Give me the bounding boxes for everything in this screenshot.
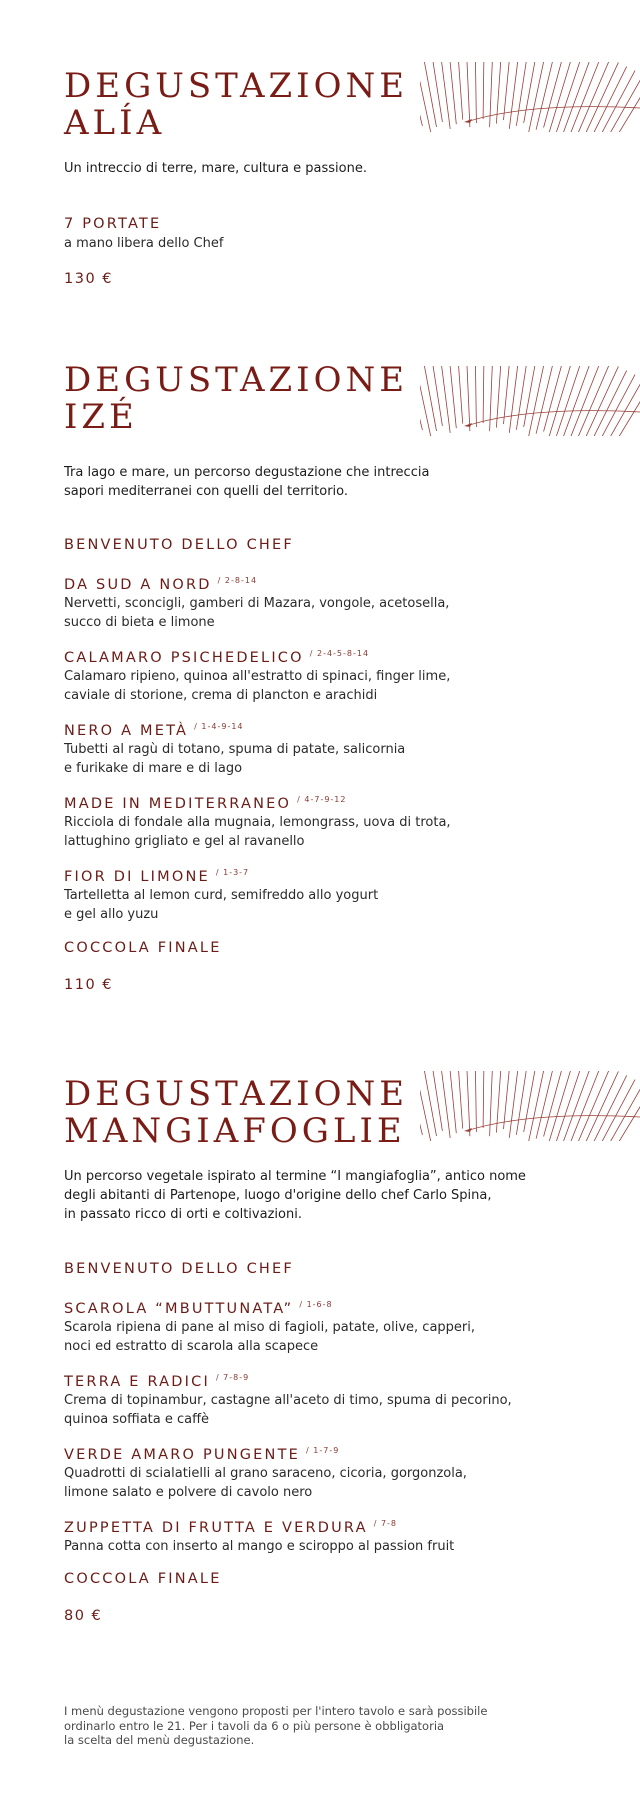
final-treat: COCCOLA FINALE <box>64 1571 222 1587</box>
course-name: ZUPPETTA DI FRUTTA E VERDURA <box>64 1520 368 1536</box>
allergen-codes: / 2-8-14 <box>217 575 258 585</box>
course-name: FIOR DI LIMONE <box>64 869 210 885</box>
title-line-1: DEGUSTAZIONE <box>64 360 409 400</box>
course-description: Panna cotta con inserto al mango e sciroppo al passion fruit <box>64 1539 455 1554</box>
course-description: Scarola ripiena di pane al miso di fagioli, patate, olive, capperi, noci ed estratto di scarola alla scapece <box>64 1320 475 1354</box>
course-item <box>64 1444 624 1502</box>
course-name: SCAROLA “MBUTTUNATA” <box>64 1301 294 1317</box>
course-item <box>64 866 624 924</box>
menu-intro: Un percorso vegetale ispirato al termine “I mangiafoglia”, antico nome degli abitanti di Partenope, luogo d'origine dello chef Carlo Spina, in passato ricco di orti e coltivazioni. <box>64 1169 526 1222</box>
course-name: NERO A METÀ <box>64 723 189 739</box>
menu-intro: Tra lago e mare, un percorso degustazione che intreccia sapori mediterranei con quelli del territorio. <box>64 465 430 499</box>
course-description: Quadrotti di scialatielli al grano saraceno, cicoria, gorgonzola, limone salato e polvere di cavolo nero <box>64 1466 467 1500</box>
courses-count: 7 PORTATE <box>64 216 162 232</box>
course-description: Crema di topinambur, castagne all'aceto di timo, spuma di pecorino, quinoa soffiata e caffè <box>64 1393 512 1427</box>
chef-welcome: BENVENUTO DELLO CHEF <box>64 1261 294 1277</box>
course-description: Calamaro ripieno, quinoa all'estratto di spinaci, finger lime, caviale di storione, crema di plancton e arachidi <box>64 669 451 703</box>
menu-price: 130 € <box>64 271 114 287</box>
menu-intro: Un intreccio di terre, mare, cultura e passione. <box>64 161 367 176</box>
course-item <box>64 647 624 705</box>
menu-price: 110 € <box>64 977 114 993</box>
allergen-codes: / 1-3-7 <box>215 867 250 877</box>
course-description: Tubetti al ragù di totano, spuma di patate, salicornia e furikake di mare e di lago <box>64 742 406 776</box>
chef-welcome: BENVENUTO DELLO CHEF <box>64 537 294 553</box>
course-name: TERRA E RADICI <box>64 1374 210 1390</box>
course-description: Tartelletta al lemon curd, semifreddo allo yogurt e gel allo yuzu <box>64 888 379 922</box>
course-description: Ricciola di fondale alla mugnaia, lemongrass, uova di trota, lattughino grigliato e gel al ravanello <box>64 815 451 849</box>
course-description: Nervetti, sconcigli, gamberi di Mazara, vongole, acetosella, succo di bieta e limone <box>64 596 450 630</box>
course-name: MADE IN MEDITERRANEO <box>64 796 292 812</box>
allergen-codes: / 1-4-9-14 <box>194 721 244 731</box>
final-treat: COCCOLA FINALE <box>64 940 222 956</box>
sunburst-decoration-icon <box>420 62 640 132</box>
allergen-codes: / 1-6-8 <box>299 1299 333 1309</box>
courses-subtitle: a mano libera dello Chef <box>64 236 224 251</box>
course-item <box>64 793 624 851</box>
course-item <box>64 574 624 632</box>
course-item <box>64 1371 624 1429</box>
title-line-2: ALÍA <box>64 103 166 143</box>
allergen-codes: / 4-7-9-12 <box>297 794 347 804</box>
menu-title <box>64 1076 408 1150</box>
title-line-2: IZÉ <box>64 397 138 437</box>
menu-price: 80 € <box>64 1608 103 1624</box>
footer-note: I menù degustazione vengono proposti per l'intero tavolo e sarà possibile ordinarlo entro le 21. Per i tavoli da 6 o più persone è obbligatoria la scelta del menù degustazione. <box>64 1704 488 1747</box>
course-name: DA SUD A NORD <box>64 577 212 593</box>
title-line-2: MANGIAFOGLIE <box>64 1111 406 1151</box>
allergen-codes: / 7-8-9 <box>215 1372 250 1382</box>
menu-title <box>64 362 408 436</box>
course-item <box>64 720 624 778</box>
course-item <box>64 1517 624 1557</box>
allergen-codes: / 1-7-9 <box>306 1445 340 1455</box>
allergen-codes: / 7-8 <box>373 1518 398 1528</box>
course-name: CALAMARO PSICHEDELICO <box>64 650 304 666</box>
course-name: VERDE AMARO PUNGENTE <box>64 1447 301 1463</box>
title-line-1: DEGUSTAZIONE <box>64 1074 409 1114</box>
course-item <box>64 1298 624 1356</box>
title-line-1: DEGUSTAZIONE <box>64 66 409 106</box>
menu-title <box>64 68 408 142</box>
sunburst-decoration-icon <box>420 1071 640 1141</box>
sunburst-decoration-icon <box>420 366 640 436</box>
allergen-codes: / 2-4-5-8-14 <box>309 648 370 658</box>
